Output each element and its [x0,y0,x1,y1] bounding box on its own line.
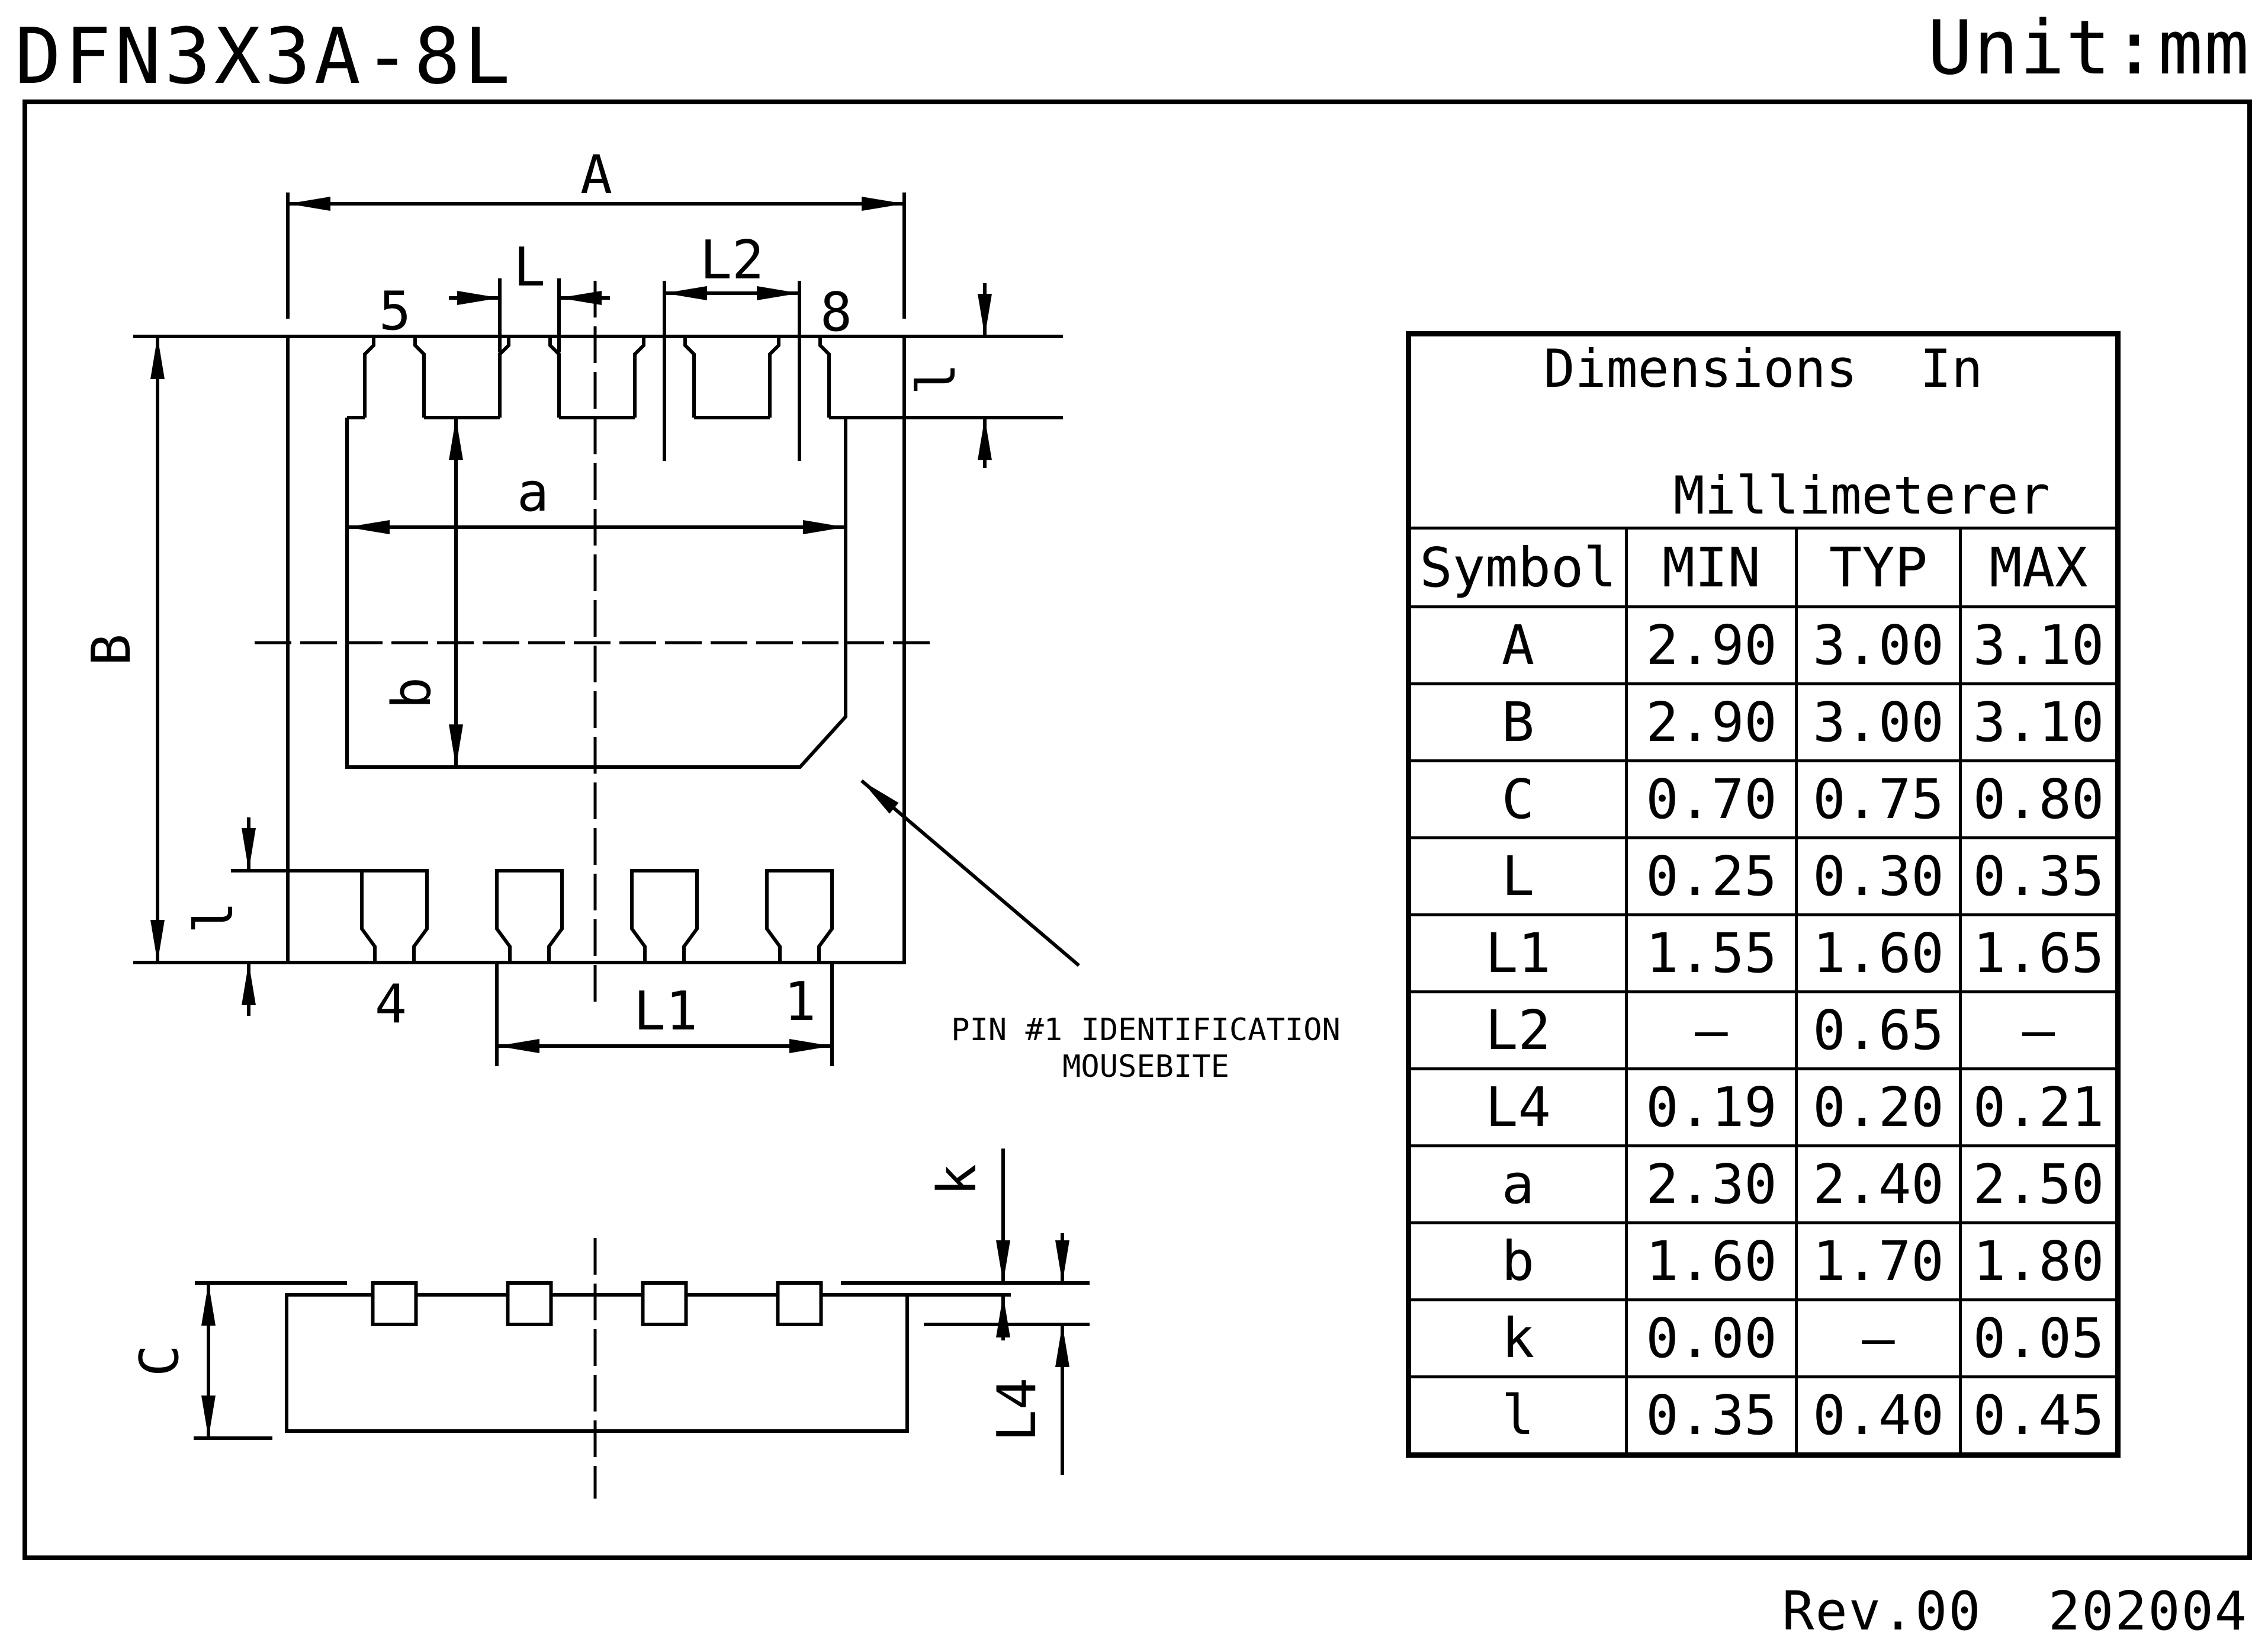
cell-symbol: k [1409,1300,1627,1377]
pad-pin2 [632,871,697,963]
cell-max: 2.50 [1961,1146,2118,1223]
dim-label-L1: L1 [633,980,698,1042]
table-row [1409,1223,2118,1300]
dim-label-L4: L4 [986,1377,1048,1442]
cell-min: 0.70 [1627,761,1797,838]
col-header-symbol: Symbol [1409,528,1627,607]
cell-min: 1.60 [1627,1223,1797,1300]
pad-pin3 [497,871,562,963]
cell-max: 0.35 [1961,838,2118,915]
cell-typ: 3.00 [1797,607,1961,684]
cell-max: 0.45 [1961,1377,2118,1455]
unit-label: Unit:mm [1927,4,2250,91]
cell-typ: 3.00 [1797,684,1961,761]
table-row [1409,1146,2118,1223]
cell-typ: 0.40 [1797,1377,1961,1455]
mousebite-note-line1: PIN #1 IDENTIFICATION [951,1012,1341,1048]
cell-max: 0.21 [1961,1069,2118,1146]
cell-min: 2.30 [1627,1146,1797,1223]
cell-typ: 1.70 [1797,1223,1961,1300]
pin8-number: 8 [820,281,853,344]
table-row [1409,915,2118,992]
col-header-min: MIN [1627,528,1797,607]
table-row [1409,1300,2118,1377]
cell-typ: 0.20 [1797,1069,1961,1146]
cell-min: 2.90 [1627,607,1797,684]
cell-max: 3.10 [1961,684,2118,761]
cell-min: – [1627,992,1797,1069]
lead-pin5 [365,336,424,418]
table-row [1409,1069,2118,1146]
cell-symbol: C [1409,761,1627,838]
table-row [1409,992,2118,1069]
pin5-number: 5 [378,280,412,342]
page-title: DFN3X3A-8L [15,11,514,101]
cell-max: – [1961,992,2118,1069]
cell-symbol: a [1409,1146,1627,1223]
dim-label-k: k [926,1163,988,1196]
dim-label-b: b [381,676,443,710]
col-header-max: MAX [1961,528,2118,607]
side-lead-2 [508,1283,551,1324]
cell-symbol: L4 [1409,1069,1627,1146]
cell-max: 3.10 [1961,607,2118,684]
cell-typ: 1.60 [1797,915,1961,992]
cell-symbol: L1 [1409,915,1627,992]
cell-min: 0.35 [1627,1377,1797,1455]
dim-label-C: C [129,1344,191,1377]
table-row [1409,761,2118,838]
dim-label-l-right: l [905,363,968,396]
cell-min: 0.19 [1627,1069,1797,1146]
cell-max: 1.80 [1961,1223,2118,1300]
cell-min: 1.55 [1627,915,1797,992]
col-header-typ: TYP [1797,528,1961,607]
table-title-line1: Dimensions In [1543,338,1983,399]
cell-max: 0.80 [1961,761,2118,838]
cell-typ: 0.75 [1797,761,1961,838]
dim-label-a: a [516,461,550,524]
cell-typ: 0.30 [1797,838,1961,915]
mousebite-note-line2: MOUSEBITE [1062,1049,1229,1085]
cell-symbol: A [1409,607,1627,684]
cell-symbol: l [1409,1377,1627,1455]
centerlines [255,281,937,1499]
cell-min: 0.00 [1627,1300,1797,1377]
pad-pin1 [767,871,832,963]
cell-max: 1.65 [1961,915,2118,992]
side-lead-1 [373,1283,416,1324]
side-lead-4 [778,1283,821,1324]
cell-symbol: L2 [1409,992,1627,1069]
table-row [1409,838,2118,915]
revision-label: Rev.00 202004 [1782,1580,2248,1636]
dim-label-l-left: l [183,901,245,934]
dim-label-B: B [81,633,143,666]
table-row [1409,1377,2118,1455]
table-title-row [1409,334,2118,528]
cell-symbol: L [1409,838,1627,915]
cell-symbol: B [1409,684,1627,761]
cell-min: 2.90 [1627,684,1797,761]
cell-min: 0.25 [1627,838,1797,915]
cell-typ: 2.40 [1797,1146,1961,1223]
side-lead-3 [643,1283,686,1324]
cell-typ: – [1797,1300,1961,1377]
pad-pin4 [362,871,427,963]
table-header-row [1409,528,2118,607]
mousebite-leader-arrow [862,781,1079,965]
table-title-line2: Millimeterer [1673,465,2050,526]
cell-typ: 0.65 [1797,992,1961,1069]
dim-label-L2: L2 [699,229,764,291]
dim-label-A: A [580,144,613,206]
pin4-number: 4 [374,973,407,1035]
table-title-cell [1409,334,2118,528]
table-row [1409,607,2118,684]
pin1-number: 1 [783,971,817,1033]
dimensions-table [1406,331,2121,1458]
table-row [1409,684,2118,761]
cell-symbol: b [1409,1223,1627,1300]
dim-label-L: L [513,236,546,299]
cell-max: 0.05 [1961,1300,2118,1377]
lead-pin6 [500,336,559,418]
